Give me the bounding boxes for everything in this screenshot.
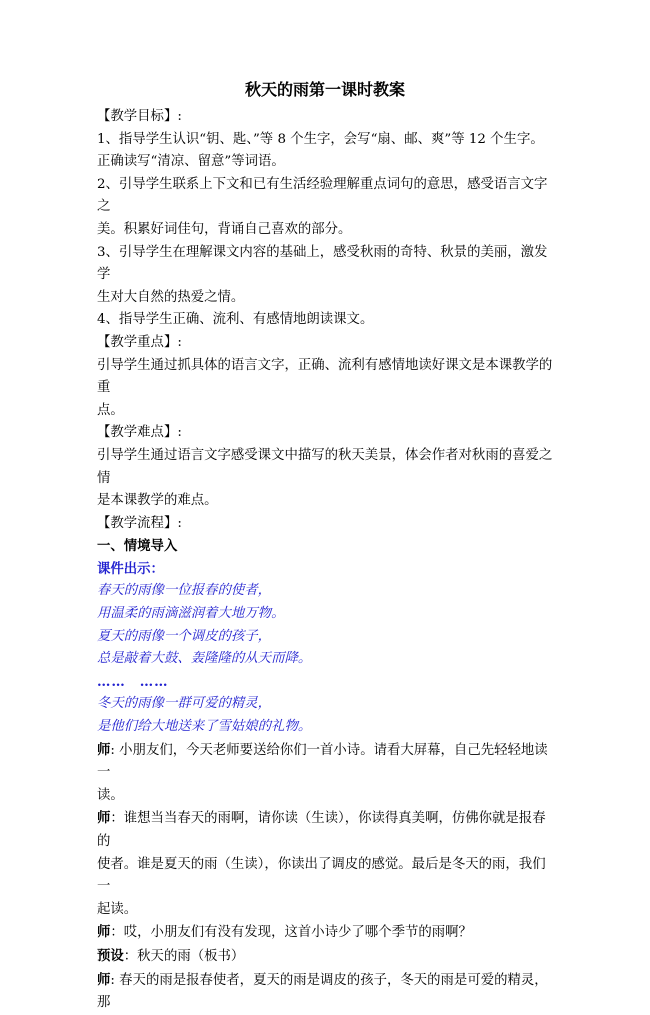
courseware-label: 课件出示： <box>97 560 164 577</box>
speaker-teacher: 师 <box>97 741 111 758</box>
dialogue-1-line-2: 读。 <box>97 787 124 803</box>
poem-line-5: 冬天的雨像一群可爱的精灵， <box>97 696 272 712</box>
poem-line-3: 夏天的雨像一个调皮的孩子， <box>97 628 272 644</box>
difficult-points-line-1: 引导学生通过语言文字感受课文中描写的秋天美景，体会作者对秋雨的喜爱之情 <box>97 447 553 486</box>
key-points-heading: 【教学重点】: <box>97 334 182 350</box>
dialogue-4-text: ：秋天的雨（板书） <box>123 948 245 964</box>
dialogue-4 <box>97 945 555 969</box>
goal-1-line-2: 正确读写“清凉、留意”等词语。 <box>97 154 285 170</box>
ellipsis-1: …… <box>97 673 126 690</box>
dialogue-3 <box>97 921 555 945</box>
goal-1-line-1: 1、指导学生认识“钥、匙、”等 8 个生字，会写“扇、邮、爽”等 12 个生字。 <box>97 131 544 147</box>
dialogue-3-text: ：哎，小朋友们有没有发现，这首小诗少了哪个季节的雨啊？ <box>110 925 472 941</box>
ellipsis-2: …… <box>139 673 169 690</box>
document-body <box>97 106 555 1015</box>
difficult-points-line-2: 是本课教学的难点。 <box>97 493 218 509</box>
key-points-line-2: 点。 <box>97 402 124 418</box>
page-title: 秋天的雨第一课时教案 <box>244 80 405 99</box>
difficult-points-heading: 【教学难点】: <box>97 425 182 441</box>
poem-line-6: 是他们给大地送来了雪姑娘的礼物。 <box>97 719 312 735</box>
goal-4: 4、指导学生正确、流利、有感情地朗读课文。 <box>97 312 374 328</box>
dialogue-5 <box>97 969 555 1015</box>
goal-2-line-1: 2、引导学生联系上下文和已有生活经验理解重点词句的意思，感受语言文字之 <box>97 176 548 215</box>
goal-3-line-1: 3、引导学生在理解课文内容的基础上，感受秋雨的奇特、秋景的美丽，激发学 <box>97 244 548 283</box>
dialogue-2-line-3: 起读。 <box>97 901 138 917</box>
process-heading: 【教学流程】: <box>97 515 182 531</box>
poem-ellipsis <box>97 671 555 694</box>
speaker-teacher: 师 <box>97 810 111 827</box>
step-1-heading: 一、情境导入 <box>97 538 178 555</box>
dialogue-2-line-1 <box>97 807 555 853</box>
poem-line-1: 春天的雨像一位报春的使者， <box>97 583 272 599</box>
dialogue-2-text: ：谁想当当春天的雨啊，请你读（生读），你读得真美啊，仿佛你就是报春的 <box>97 811 546 849</box>
goal-2-line-2: 美。积累好词佳句，背诵自己喜欢的部分。 <box>97 221 352 237</box>
dialogue-1-line-1 <box>97 739 555 785</box>
speaker-preset: 预设 <box>97 947 124 964</box>
speaker-teacher: 师 <box>97 971 111 988</box>
dialogue-5-text: : 春天的雨是报春使者，夏天的雨是调皮的孩子，冬天的雨是可爱的精灵，那 <box>97 972 548 1011</box>
dialogue-1-text: : 小朋友们，今天老师要送给你们一首小诗。请看大屏幕，自己先轻轻地读一 <box>97 742 548 781</box>
poem-line-4: 总是敲着大鼓、轰隆隆的从天而降。 <box>97 651 312 667</box>
goal-3-line-2: 生对大自然的热爱之情。 <box>97 289 245 305</box>
goals-heading: 【教学目标】: <box>97 109 182 124</box>
poem-line-2: 用温柔的雨滴滋润着大地万物。 <box>97 606 285 622</box>
dialogue-2-line-2: 使者。谁是夏天的雨（生读），你读出了调皮的感觉。最后是冬天的雨，我们一 <box>97 856 546 895</box>
key-points-line-1: 引导学生通过抓具体的语言文字，正确、流利有感情地读好课文是本课教学的重 <box>97 357 553 396</box>
speaker-teacher: 师 <box>97 924 111 941</box>
